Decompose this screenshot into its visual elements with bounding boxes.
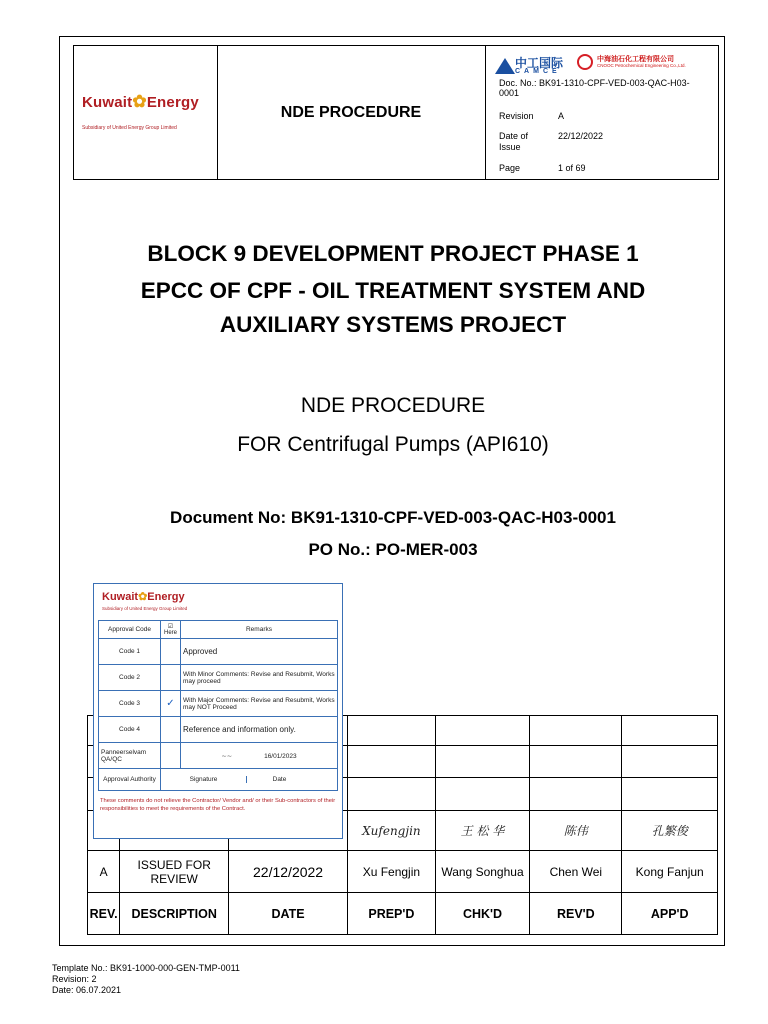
approval-stamp (93, 583, 343, 839)
approval-date-cell: ~~ 16/01/2023 (181, 743, 338, 769)
date-value: 22/12/2022 (558, 131, 604, 141)
signature-date-cell: Signature Date (161, 769, 338, 791)
project-title-line3: AUXILIARY SYSTEMS PROJECT (219, 312, 567, 337)
prepd-signature: Xufengjin (348, 811, 436, 851)
client-logo-cell (74, 46, 218, 179)
rev-cell: A (88, 851, 120, 893)
code2-checkbox (161, 665, 181, 691)
cnooc-logo: 中海油石化工程有限公司 CNOOC Petrochemical Engineering Co.,Ltd. (577, 54, 717, 74)
cnooc-circle-icon (577, 54, 593, 70)
date-label-2: Issue (499, 142, 521, 152)
approval-code-table (98, 620, 338, 791)
revd-signature: 陈伟 (530, 811, 622, 851)
code1-label: Code 1 (99, 639, 161, 665)
page-value: 1 of 69 (558, 163, 586, 173)
revision-label: Revision (499, 111, 534, 121)
code1-checkbox (161, 639, 181, 665)
procedure-subtitle: FOR Centrifugal Pumps (API610) (237, 433, 549, 456)
template-date: Date: 06.07.2021 (52, 985, 122, 995)
revision-header-row (88, 893, 718, 935)
camce-logo: 中工国际 CAMCE (495, 54, 585, 78)
revd-cell: Chen Wei (530, 851, 622, 893)
document-number: Document No: BK91-1310-CPF-VED-003-QAC-H03-0001 (170, 508, 616, 527)
project-title-line1: BLOCK 9 DEVELOPMENT PROJECT PHASE 1 (147, 241, 639, 266)
code1-remark: Approved (181, 639, 338, 665)
approval-code-header: Approval Code (99, 621, 161, 639)
appd-header: APP'D (622, 893, 718, 935)
prepd-cell: Xu Fengjin (348, 851, 436, 893)
appd-signature: 孔繁俊 (622, 811, 718, 851)
doc-meta-cell (485, 46, 718, 179)
stamp-logo: Kuwait✿Energy (102, 591, 185, 603)
doc-no: Doc. No.: BK91-1310-CPF-VED-003-QAC-H03-0001 (499, 78, 690, 98)
chkd-signature: 王 松 华 (435, 811, 529, 851)
approver-signature: ~~ (221, 751, 233, 760)
client-subtitle: Subsidiary of United Energy Group Limited (82, 125, 177, 131)
header-doc-title: NDE PROCEDURE (217, 46, 486, 179)
code3-label: Code 3 (99, 691, 161, 717)
code4-remark: Reference and information only. (181, 717, 338, 743)
code3-checkmark-icon: ✓ (161, 691, 181, 717)
page-label: Page (499, 163, 521, 173)
revd-header: REV'D (530, 893, 622, 935)
chkd-header: CHK'D (435, 893, 529, 935)
code3-remark: With Major Comments: Revise and Resubmit, Works may NOT Proceed (181, 691, 338, 717)
date-header: DATE (229, 893, 348, 935)
project-title-line2: EPCC OF CPF - OIL TREATMENT SYSTEM AND (140, 278, 646, 303)
revision-row (88, 851, 718, 893)
appd-cell: Kong Fanjun (622, 851, 718, 893)
stamp-subtitle: Subsidiary of United Energy Group Limited (102, 606, 188, 611)
rev-header: REV. (88, 893, 120, 935)
approver-cell: Panneerselvam QA/QC (99, 743, 161, 769)
mountain-icon (495, 58, 515, 74)
code4-label: Code 4 (99, 717, 161, 743)
description-header: DESCRIPTION (120, 893, 229, 935)
template-number: Template No.: BK91-1000-000-GEN-TMP-0011 (52, 963, 240, 973)
flower-icon: ✿ (132, 92, 147, 111)
code2-remark: With Minor Comments: Revise and Resubmit, Works may proceed (181, 665, 338, 691)
template-revision: Revision: 2 (52, 974, 97, 984)
stamp-note: These comments do not relieve the Contractor/ Vendor and/ or their Sub-contractors of their responsibilities to meet the requirements of the Contract. (100, 798, 336, 812)
code2-label: Code 2 (99, 665, 161, 691)
here-header: ☑ Here (161, 621, 181, 639)
revision-value: A (558, 111, 565, 121)
procedure-title: NDE PROCEDURE (300, 394, 486, 417)
date-cell: 22/12/2022 (229, 851, 348, 893)
remarks-header: Remarks (181, 621, 338, 639)
description-cell: ISSUED FOR REVIEW (120, 851, 229, 893)
prepd-header: PREP'D (348, 893, 436, 935)
flower-icon: ✿ (138, 591, 148, 603)
date-label-1: Date of (499, 131, 529, 141)
document-header (73, 45, 719, 180)
po-number: PO No.: PO-MER-003 (308, 540, 478, 559)
chkd-cell: Wang Songhua (435, 851, 529, 893)
code4-checkbox (161, 717, 181, 743)
authority-label: Approval Authority (99, 769, 161, 791)
kuwait-energy-logo: Kuwait✿Energy (82, 92, 199, 111)
